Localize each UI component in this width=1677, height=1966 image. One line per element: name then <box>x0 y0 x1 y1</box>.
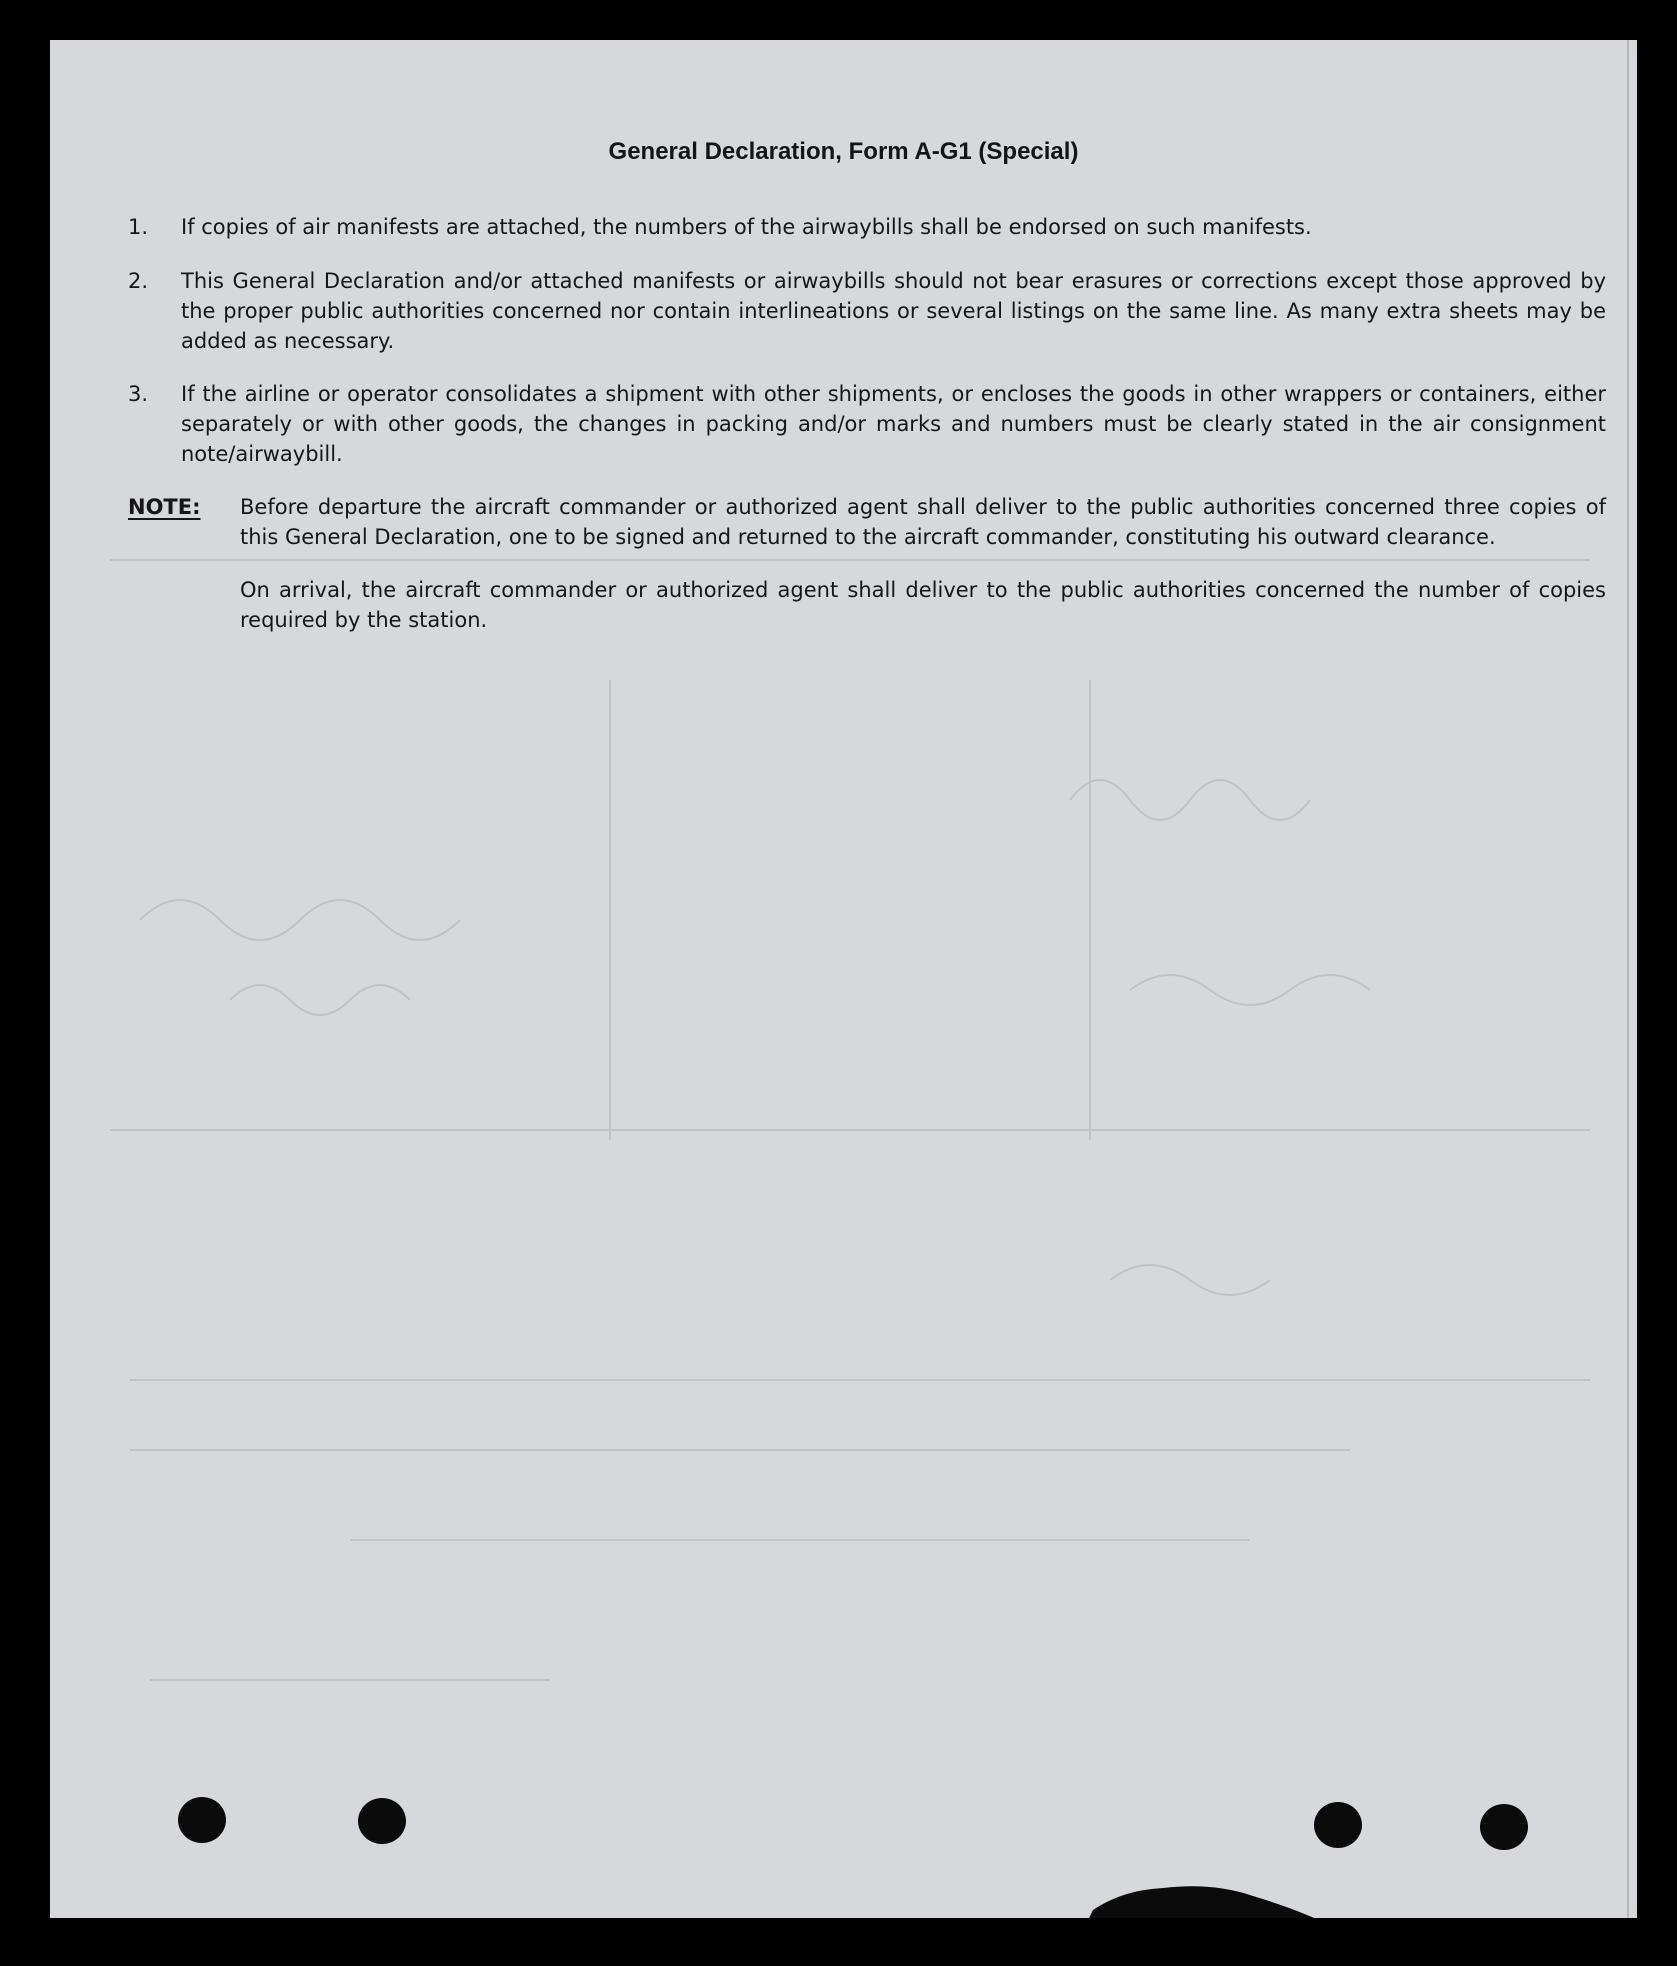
item-text: If copies of air manifests are attached, the numbers of the airwaybills shall be endorsed on such manifests. <box>181 215 1312 239</box>
item-text: If the airline or operator consolidates a shipment with other shipments, or encloses the goods in other wrappers or containers, either separately or with other goods, the changes in packing and/or marks and numbers must be clearly stated in the air consignment note/airwaybill. <box>181 382 1606 466</box>
document-title: General Declaration, Form A-G1 (Special) <box>608 138 1079 165</box>
note-paragraph-departure: Before departure the aircraft commander or authorized agent shall deliver to the public authorities concerned three copies of this General Declaration, one to be signed and returned to the aircraft commander, constituting his outward clearance. <box>240 495 1606 549</box>
item-number: 2. <box>128 269 149 293</box>
instruction-item-1 <box>128 212 1606 242</box>
instruction-item-2 <box>128 266 1606 356</box>
punch-hole-4 <box>1480 1804 1528 1850</box>
note-paragraph-arrival: On arrival, the aircraft commander or authorized agent shall deliver to the public authorities concerned the number of copies required by the station. <box>240 578 1606 632</box>
item-number: 1. <box>128 215 149 239</box>
note-section <box>128 492 1606 635</box>
punch-hole-2 <box>358 1798 406 1844</box>
page-edge <box>1627 40 1629 1918</box>
instruction-item-3 <box>128 379 1606 469</box>
document-page <box>50 40 1637 1918</box>
note-label: NOTE: <box>128 495 201 519</box>
punch-hole-1 <box>178 1797 226 1843</box>
item-number: 3. <box>128 382 149 406</box>
item-text: This General Declaration and/or attached manifests or airwaybills should not bear erasures or corrections except those approved by the proper public authorities concerned nor contain interlineations or several listings on the same line. As many extra sheets may be added as necessary. <box>181 269 1606 353</box>
torn-edge <box>1063 1830 1423 1918</box>
